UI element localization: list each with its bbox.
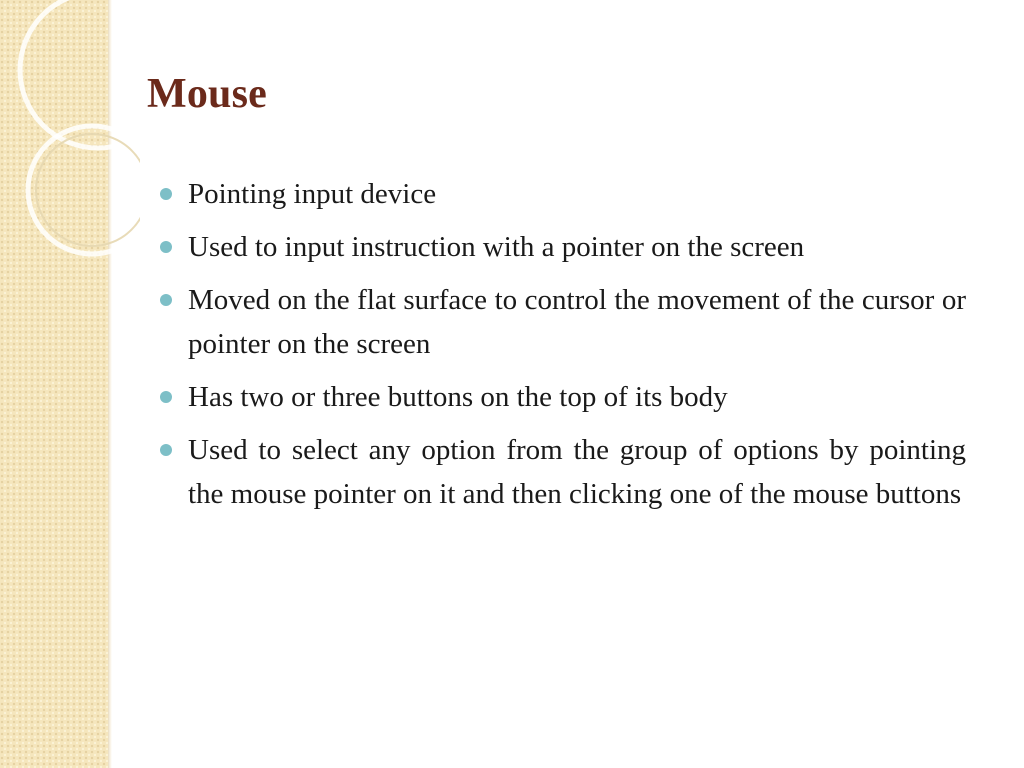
- bullet-dot-icon: [160, 188, 172, 200]
- slide-title: Mouse: [147, 71, 267, 117]
- bullet-list: [160, 172, 966, 525]
- bullet-text: Has two or three buttons on the top of its body: [188, 381, 728, 413]
- decorative-rings-icon: [0, 0, 140, 260]
- list-item: [160, 172, 966, 216]
- bullet-dot-icon: [160, 241, 172, 253]
- bullet-text: Moved on the flat surface to control the movement of the cursor or pointer on the screen: [188, 284, 966, 360]
- bullet-text: Used to select any option from the group of options by pointing the mouse pointer on it and then clicking one of the mouse buttons: [188, 434, 966, 510]
- list-item: [160, 428, 966, 516]
- bullet-dot-icon: [160, 294, 172, 306]
- bullet-dot-icon: [160, 444, 172, 456]
- list-item: [160, 225, 966, 269]
- list-item: [160, 375, 966, 419]
- bullet-text: Pointing input device: [188, 178, 437, 210]
- list-item: [160, 278, 966, 366]
- bullet-text: Used to input instruction with a pointer on the screen: [188, 231, 805, 263]
- bullet-dot-icon: [160, 391, 172, 403]
